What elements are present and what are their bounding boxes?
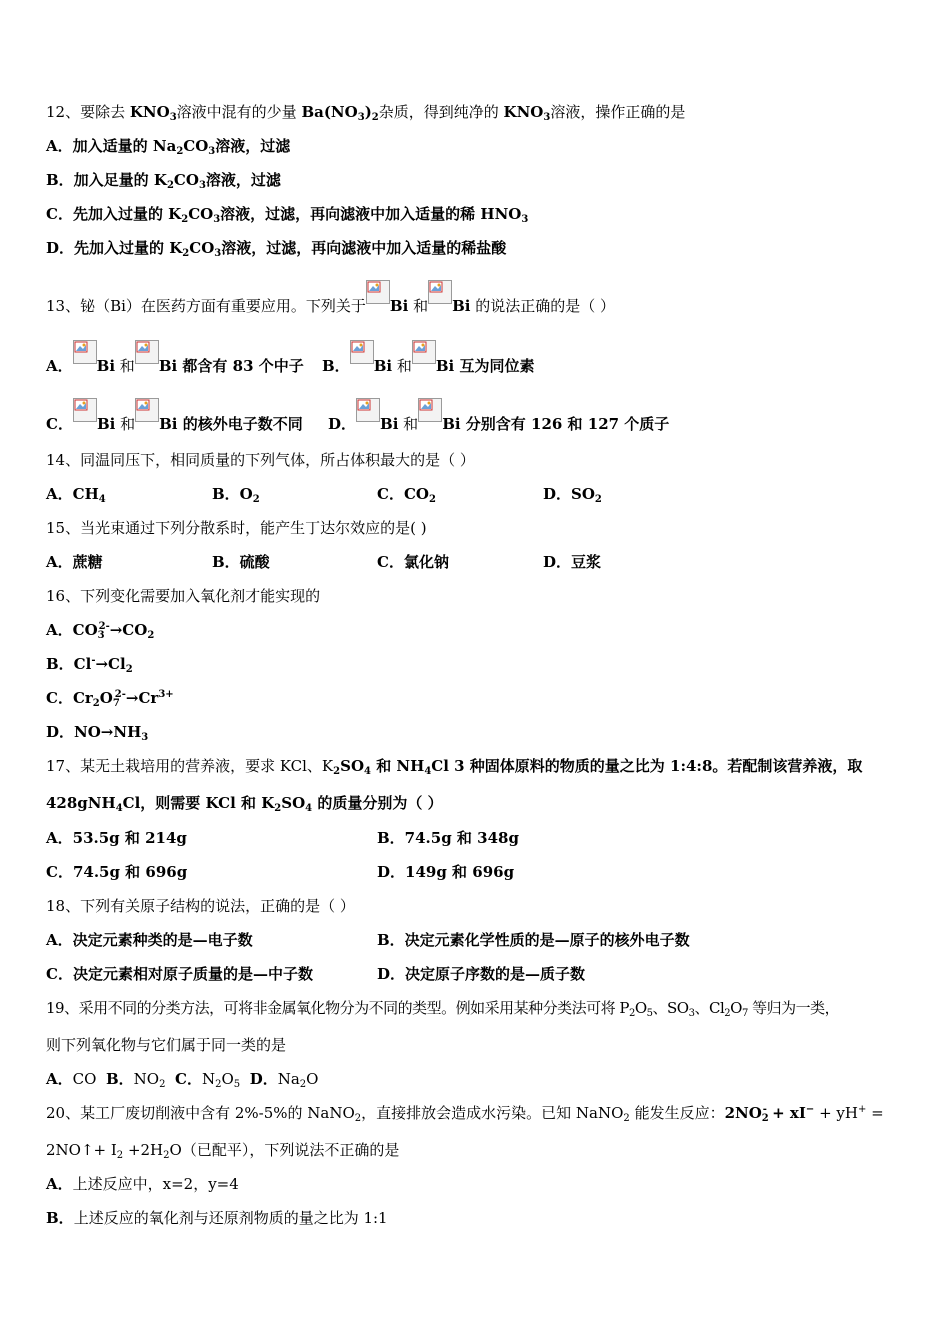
- broken-image-icon: [135, 398, 159, 422]
- q20-option-b: B．上述反应的氧化剂与还原剂物质的量之比为 1:1: [46, 1209, 388, 1227]
- q14-option-d: D．$SO_2$: [543, 485, 602, 505]
- broken-image-icon: [356, 398, 380, 422]
- broken-image-icon: [73, 340, 97, 364]
- q20-stem-line1: 20、某工厂废切削液中含有 2%-5%的 NaNO$_2$，直接排放会造成水污染。已知 NaNO$_2$ 能发生反应：$2NO_2^- + xI^- + yH^+$ =: [46, 1104, 884, 1124]
- q16-option-d: D．$NO\to NH_3$: [46, 723, 149, 743]
- q15-option-d: D．豆浆: [543, 553, 602, 571]
- broken-image-icon: [73, 398, 97, 422]
- q12-stem: 12、要除去 $KNO_3$溶液中混有的少量 $Ba(NO_3)_2$杂质，得到纯净的 $KNO_3$溶液，操作正确的是: [46, 103, 686, 123]
- broken-image-icon: [366, 280, 390, 304]
- q14-option-c: C．$CO_2$: [377, 485, 436, 505]
- q17-option-b: B．74.5g 和 348g: [377, 829, 519, 847]
- q16-stem: 16、下列变化需要加入氧化剂才能实现的: [46, 587, 321, 605]
- q18-option-d: D．决定原子序数的是—质子数: [377, 965, 586, 983]
- broken-image-icon: [428, 280, 452, 304]
- q19-stem-line1: 19、采用不同的分类方法，可将非金属氧化物分为不同的类型。例如采用某种分类法可将 $P_2O_5$、$SO_3$、$Cl_2O_7$ 等归为一类，: [46, 999, 840, 1019]
- q18-option-b: B．决定元素化学性质的是—原子的核外电子数: [377, 931, 690, 949]
- q20-option-a: A．上述反应中，x=2，y=4: [46, 1175, 239, 1193]
- q17-option-d: D．149g 和 696g: [377, 863, 515, 881]
- q14-option-a: A．$CH_4$: [46, 485, 106, 505]
- q17-option-a: A．53.5g 和 214g: [46, 829, 187, 847]
- q15-option-b: B．硫酸: [212, 553, 270, 571]
- q12-option-c: C．先加入过量的 $K_2CO_3$溶液，过滤，再向滤液中加入适量的稀 $HNO_3$: [46, 205, 529, 225]
- q13-option-d: D． Bi 和 Bi 分别含有 126 和 127 个质子: [328, 410, 669, 434]
- broken-image-icon: [412, 340, 436, 364]
- q15-stem: 15、当光束通过下列分散系时，能产生丁达尔效应的是( ): [46, 519, 427, 537]
- q19-options: A．CO B．$NO_2$ C．$N_2O_5$ D．$Na_2O$: [46, 1070, 319, 1090]
- q12-option-b: B．加入足量的 $K_2CO_3$溶液，过滤: [46, 171, 281, 191]
- q14-option-b: B．$O_2$: [212, 485, 260, 505]
- q17-stem-line1: 17、某无土栽培用的营养液，要求 KCl、$K_2SO_4$ 和 $NH_4Cl$ 3 种固体原料的物质的量之比为 1:4:8。若配制该营养液，取: [46, 757, 863, 777]
- q12-option-d: D．先加入过量的 $K_2CO_3$溶液，过滤，再向滤液中加入适量的稀盐酸: [46, 239, 507, 259]
- q15-option-c: C．氯化钠: [377, 553, 449, 571]
- q12-option-a: A．加入适量的 $Na_2CO_3$溶液，过滤: [46, 137, 291, 157]
- q16-option-a: A．$CO_3^{2-}\to CO_2$: [46, 621, 155, 641]
- q17-stem-line2: 428gNH$_4$Cl，则需要 KCl 和 $K_2SO_4$ 的质量分别为（ ）: [46, 794, 443, 814]
- q13-stem: 13、铋（Bi）在医药方面有重要应用。下列关于 Bi 和 Bi 的说法正确的是（ ）: [46, 292, 615, 316]
- q18-option-a: A．决定元素种类的是—电子数: [46, 931, 253, 949]
- q15-option-a: A．蔗糖: [46, 553, 103, 571]
- q14-stem: 14、同温同压下，相同质量的下列气体，所占体积最大的是（ ）: [46, 451, 475, 469]
- q16-option-b: B．$Cl^-\to Cl_2$: [46, 655, 133, 675]
- q18-stem: 18、下列有关原子结构的说法，正确的是（ ）: [46, 897, 355, 915]
- q13-option-a: A． Bi 和 Bi 都含有 83 个中子: [46, 352, 304, 376]
- q16-option-c: C．$Cr_2O_7^{2-}\to Cr^{3+}$: [46, 689, 174, 709]
- q18-option-c: C．决定元素相对原子质量的是—中子数: [46, 965, 313, 983]
- q17-option-c: C．74.5g 和 696g: [46, 863, 188, 881]
- q13-option-b: B． Bi 和 Bi 互为同位素: [322, 352, 534, 376]
- broken-image-icon: [350, 340, 374, 364]
- broken-image-icon: [135, 340, 159, 364]
- q20-stem-line2: 2NO↑+ $I_2 +2H_2O$（已配平），下列说法不正确的是: [46, 1141, 400, 1161]
- q13-option-c: C． Bi 和 Bi 的核外电子数不同: [46, 410, 303, 434]
- broken-image-icon: [418, 398, 442, 422]
- q19-stem-line2: 则下列氧化物与它们属于同一类的是: [46, 1036, 287, 1054]
